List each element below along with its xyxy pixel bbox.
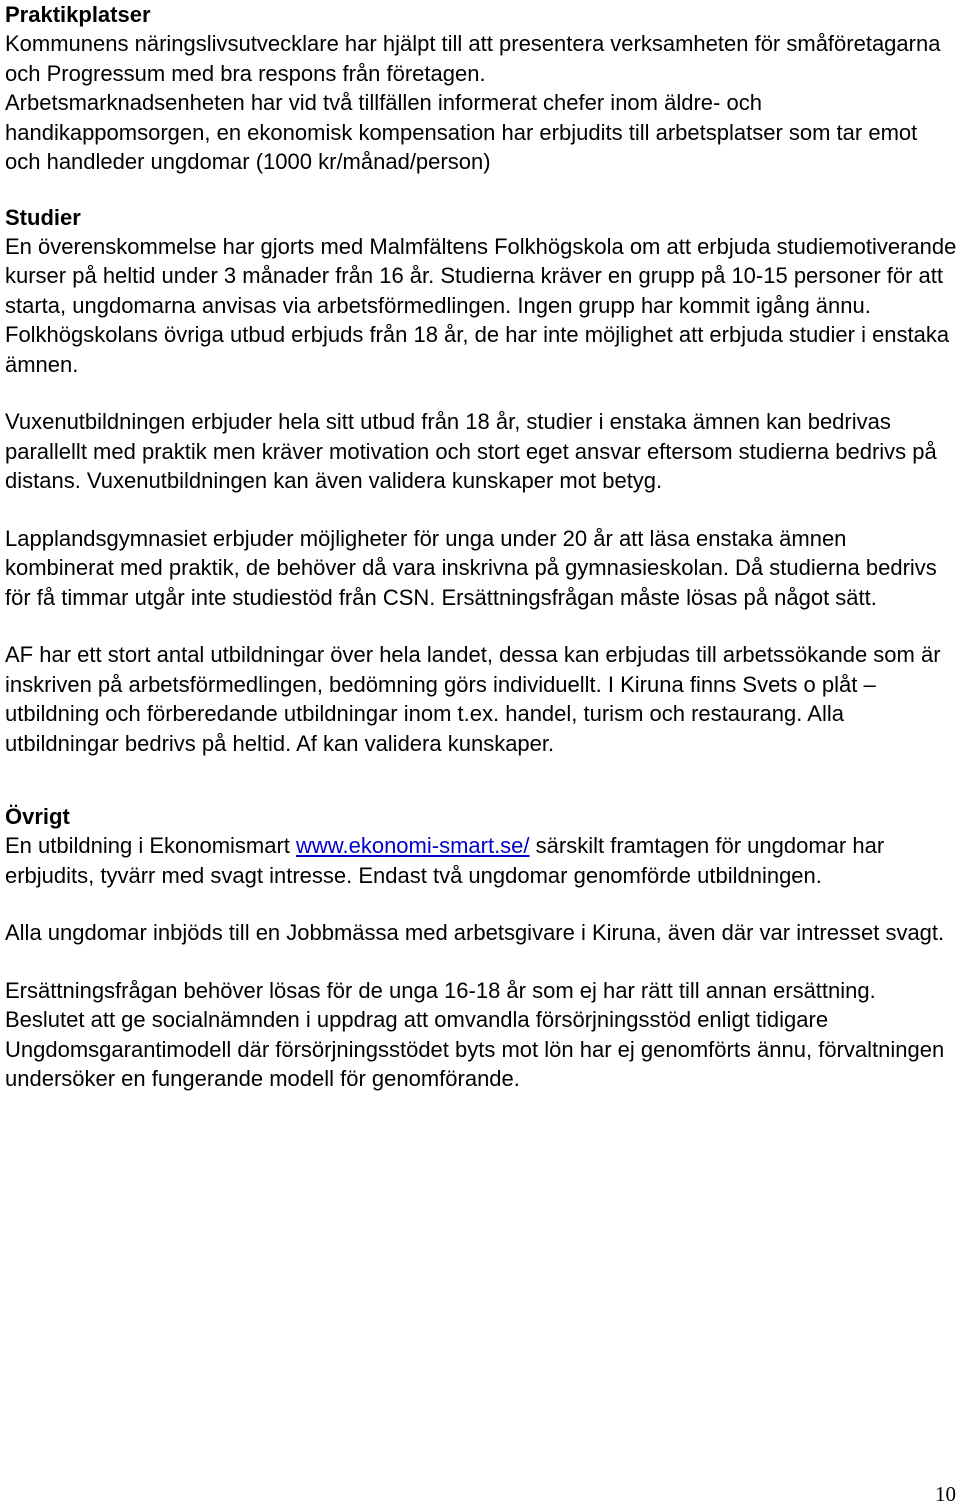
spacer — [5, 890, 957, 918]
paragraph: Vuxenutbildningen erbjuder hela sitt utbud från 18 år, studier i enstaka ämnen kan bedrivas parallellt med praktik men kräver motivation och stort eget ansvar eftersom studierna bedrivs på distans. Vuxenutbildningen kan även validera kunskaper mot betyg. — [5, 409, 937, 493]
paragraph-text: särskilt framtagen för ungdomar har erbjudits, tyvärr med svagt intresse. Endast två ungdomar genomförde utbildningen. — [5, 833, 885, 888]
ekonomismart-link[interactable]: www.ekonomi-smart.se/ — [296, 833, 530, 858]
spacer — [5, 379, 957, 407]
paragraph: Lapplandsgymnasiet erbjuder möjligheter för unga under 20 år att läsa enstaka ämnen kombinerat med praktik, de behöver då vara inskrivna på gymnasieskolan. Då studierna bedrivs för få timmar utgår inte studiestöd från CSN. Ersättningsfrågan måste lösas på något sätt. — [5, 525, 937, 610]
spacer — [5, 612, 957, 640]
page-number: 10 — [935, 1482, 956, 1506]
spacer — [5, 948, 957, 976]
spacer — [5, 177, 957, 203]
paragraph — [5, 831, 957, 890]
paragraph: Arbetsmarknadsenheten har vid två tillfällen informerat chefer inom äldre- och handikappomsorgen, en ekonomisk kompensation har erbjudits till arbetsplatser som tar emot och handleder ungdomar (1000 kr/månad/person) — [5, 90, 918, 174]
paragraph: AF har ett stort antal utbildningar över hela landet, dessa kan erbjudas till arbetssökande som är inskriven på arbetsförmedlingen, bedömning görs individuellt. I Kiruna finns Svets o plåt – utbildning och förberedande utbildningar inom t.ex. handel, turism och restaurang. Alla utbildningar bedrivs på heltid. Af kan validera kunskaper. — [5, 642, 941, 756]
document-page — [5, 0, 957, 1094]
section-heading-praktikplatser: Praktikplatser — [5, 2, 151, 27]
section-heading-ovrigt: Övrigt — [5, 804, 70, 829]
paragraph: Kommunens näringslivsutvecklare har hjälpt till att presentera verksamheten för småföretagarna och Progressum med bra respons från företagen. — [5, 31, 941, 86]
section-heading-studier: Studier — [5, 204, 81, 230]
paragraph: En överenskommelse har gjorts med Malmfältens Folkhögskola om att erbjuda studiemotiverande kurser på heltid under 3 månader från 16 år. Studierna kräver en grupp på 10-15 personer för att starta, ungdomarna anvisas via arbetsförmedlingen. Ingen grupp har kommit igång ännu. Folkhögskolans övriga utbud erbjuds från 18 år, de har inte möjlighet att erbjuda studier i enstaka ämnen. — [5, 233, 957, 377]
paragraph: Ersättningsfrågan behöver lösas för de unga 16-18 år som ej har rätt till annan ersättning. Beslutet att ge socialnämnden i uppdrag att omvandla försörjningsstöd enligt tidigare Ungdomsgarantimodell där försörjningsstödet byts mot lön har ej genomförts ännu, förvaltningen undersöker en fungerande modell för genomförande. — [5, 977, 945, 1091]
spacer — [5, 496, 957, 524]
spacer — [5, 758, 957, 802]
paragraph: Alla ungdomar inbjöds till en Jobbmässa med arbetsgivare i Kiruna, även där var intresset svagt. — [5, 920, 945, 945]
paragraph-text: En utbildning i Ekonomismart — [5, 833, 297, 858]
